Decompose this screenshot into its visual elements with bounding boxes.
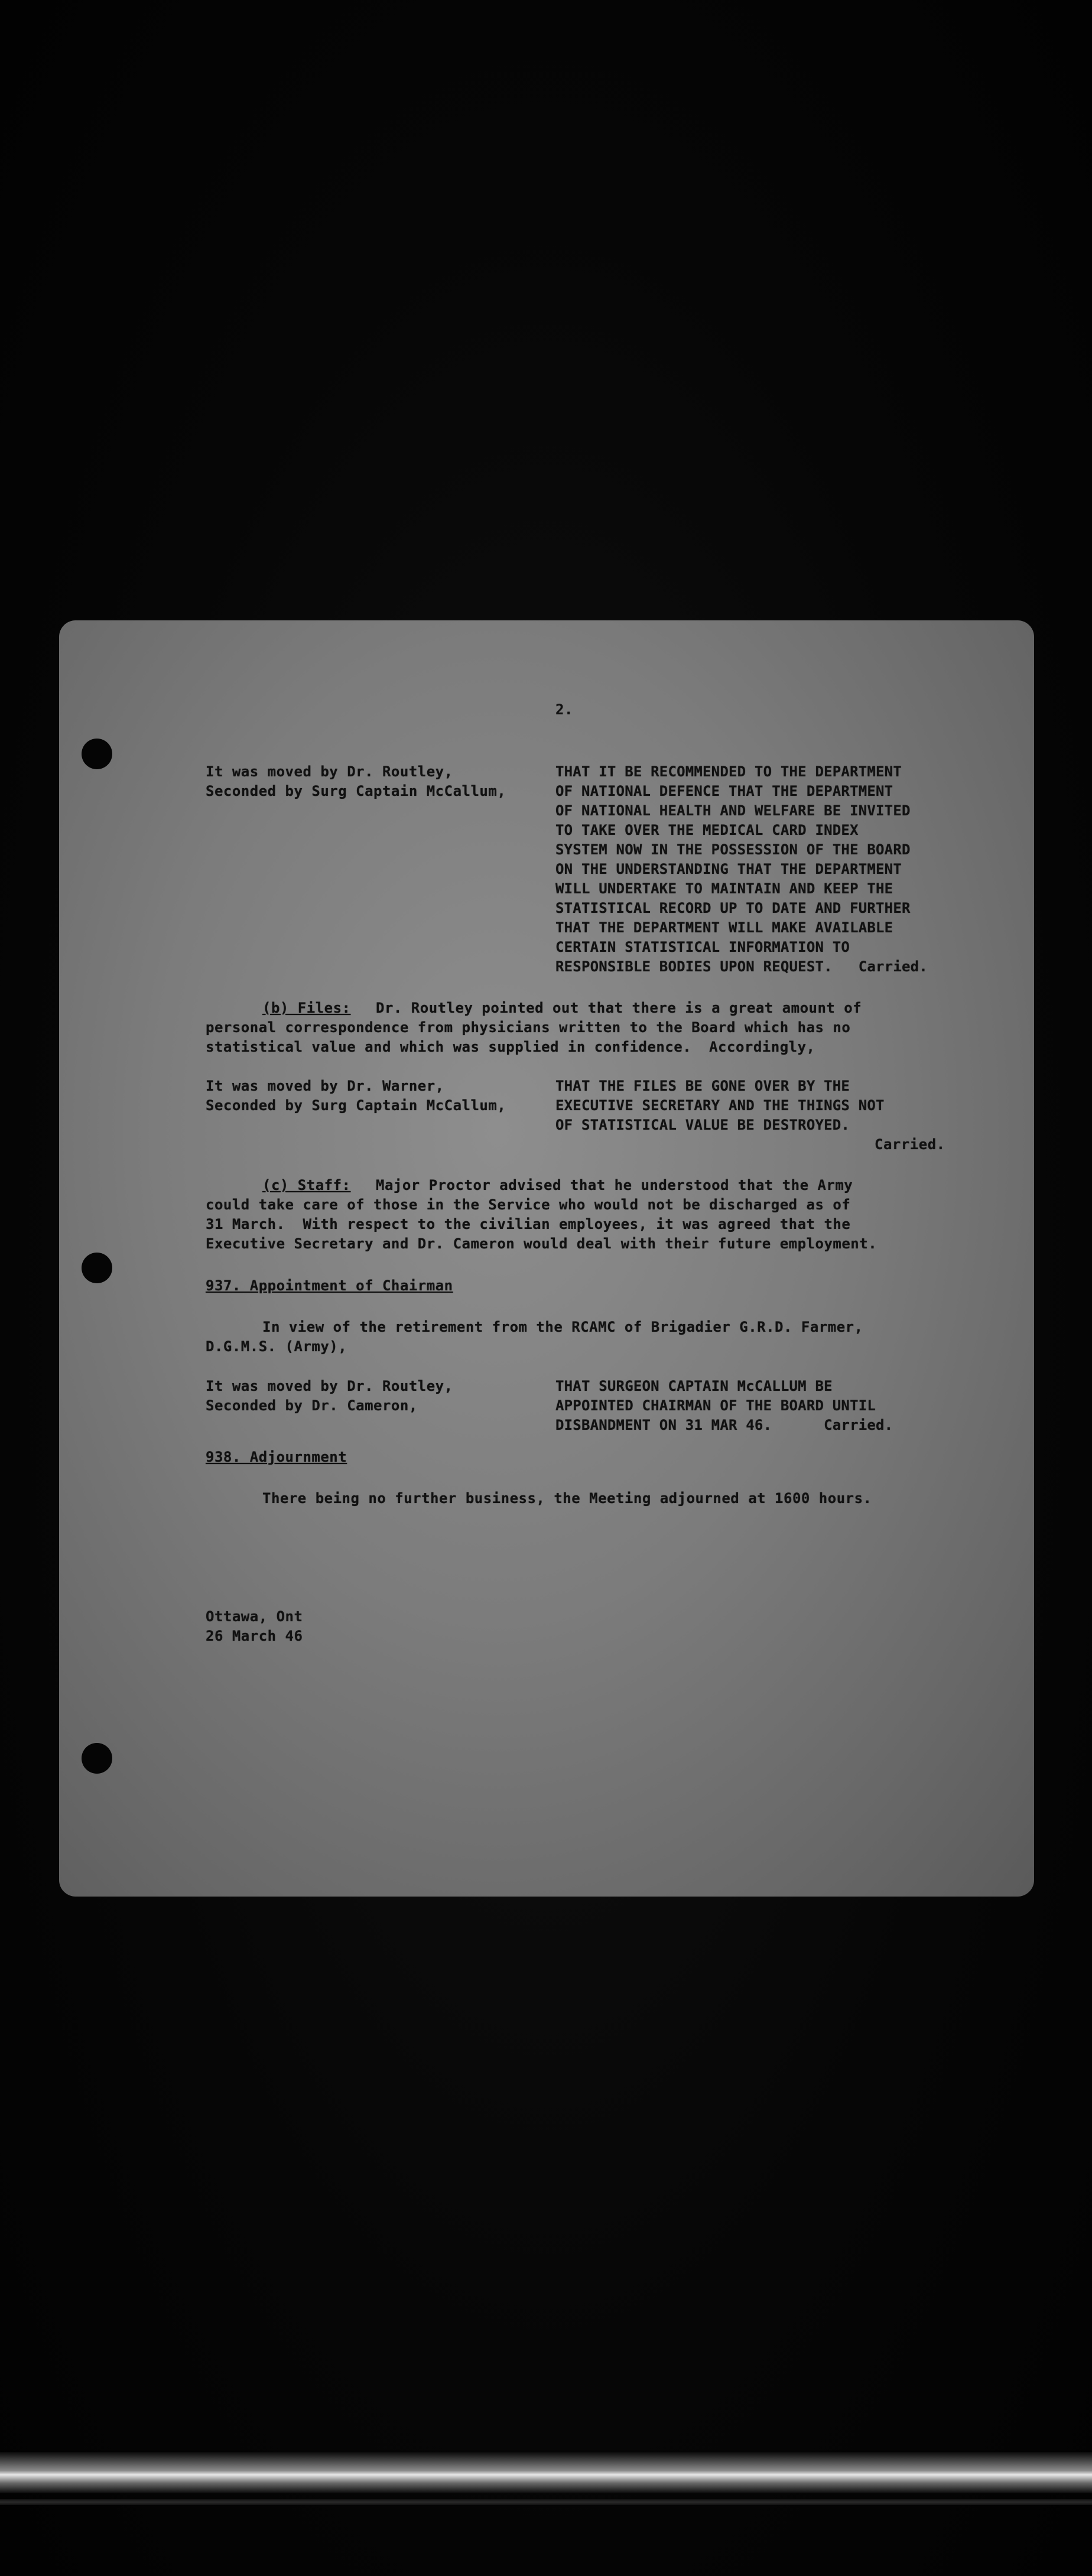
motion1-resolution [555,762,928,977]
motion1-resolution-line: THAT IT BE RECOMMENDED TO THE DEPARTMENT [555,763,902,780]
staff-heading [262,1176,351,1195]
motion1-resolution-line: STATISTICAL RECORD UP TO DATE AND FURTHER [555,900,911,916]
section938-heading [206,1448,347,1467]
files-heading-label: (b) Files: [262,1000,351,1016]
staff-heading-label: (c) Staff: [262,1177,351,1193]
staff-paragraph-line-2: 31 March. With respect to the civilian employees, it was agreed that the [206,1216,851,1232]
files-paragraph-line-0: Dr. Routley pointed out that there is a great amount of [376,1000,862,1016]
footer-date: 26 March 46 [206,1628,303,1644]
motion3-seconder: Seconded by Dr. Cameron, [206,1397,418,1414]
page-number: 2. [555,701,573,718]
motion1-resolution-line: WILL UNDERTAKE TO MAINTAIN AND KEEP THE [555,880,893,897]
motion2-resolution-line: EXECUTIVE SECRETARY AND THE THINGS NOT [555,1097,885,1114]
section937-heading-label: 937. Appointment of Chairman [206,1277,453,1294]
motion3-resolution-line: THAT SURGEON CAPTAIN McCALLUM BE [555,1378,833,1394]
motion1-resolution-line: CERTAIN STATISTICAL INFORMATION TO [555,939,850,955]
section937-line-0: In view of the retirement from the RCAMC of Brigadier G.R.D. Farmer, [262,1319,863,1335]
punch-hole-middle [82,1253,112,1283]
staff-paragraph-line-0: Major Proctor advised that he understood that the Army [376,1177,853,1193]
film-edge-strip-lower [0,2499,1092,2505]
motion1-resolution-line: RESPONSIBLE BODIES UPON REQUEST. Carried. [555,958,928,975]
punch-hole-top [82,739,112,769]
staff-paragraph-line-1: could take care of those in the Service who would not be discharged as of [206,1196,851,1213]
files-paragraph-line-2: statistical value and which was supplied in confidence. Accordingly, [206,1039,815,1055]
film-edge-strip [0,2452,1092,2493]
motion2-carried: Carried. [875,1136,945,1153]
motion1-seconder: Seconded by Surg Captain McCallum, [206,783,506,799]
document-page [59,620,1034,1897]
motion2-seconder: Seconded by Surg Captain McCallum, [206,1097,506,1114]
motion3-resolution-line: APPOINTED CHAIRMAN OF THE BOARD UNTIL [555,1397,876,1414]
motion1-resolution-line: ON THE UNDERSTANDING THAT THE DEPARTMENT [555,861,902,877]
staff-paragraph-line-3: Executive Secretary and Dr. Cameron would deal with their future employment. [206,1235,878,1252]
motion1-mover: It was moved by Dr. Routley, [206,763,453,780]
motion3-resolution [555,1377,893,1435]
files-heading [262,998,351,1018]
section937-heading [206,1276,453,1296]
motion1-resolution-line: OF NATIONAL DEFENCE THAT THE DEPARTMENT [555,783,893,799]
footer-place: Ottawa, Ont [206,1608,303,1625]
motion2-mover: It was moved by Dr. Warner, [206,1078,444,1094]
motion2-resolution-line: OF STATISTICAL VALUE BE DESTROYED. [555,1117,850,1133]
motion1-resolution-line: TO TAKE OVER THE MEDICAL CARD INDEX [555,822,859,838]
section937-line-1: D.G.M.S. (Army), [206,1338,347,1355]
punch-hole-bottom [82,1743,112,1774]
motion2-resolution-line: THAT THE FILES BE GONE OVER BY THE [555,1078,850,1094]
section938-paragraph: There being no further business, the Meeting adjourned at 1600 hours. [262,1490,872,1507]
motion1-resolution-line: OF NATIONAL HEALTH AND WELFARE BE INVITED [555,802,911,819]
files-paragraph-line-1: personal correspondence from physicians written to the Board which has no [206,1019,851,1036]
section938-heading-label: 938. Adjournment [206,1449,347,1465]
motion1-resolution-line: SYSTEM NOW IN THE POSSESSION OF THE BOARD [555,841,911,858]
motion3-mover: It was moved by Dr. Routley, [206,1378,453,1394]
motion2-resolution [555,1076,885,1135]
motion3-resolution-line: DISBANDMENT ON 31 MAR 46. Carried. [555,1417,893,1433]
motion1-resolution-line: THAT THE DEPARTMENT WILL MAKE AVAILABLE [555,919,893,936]
